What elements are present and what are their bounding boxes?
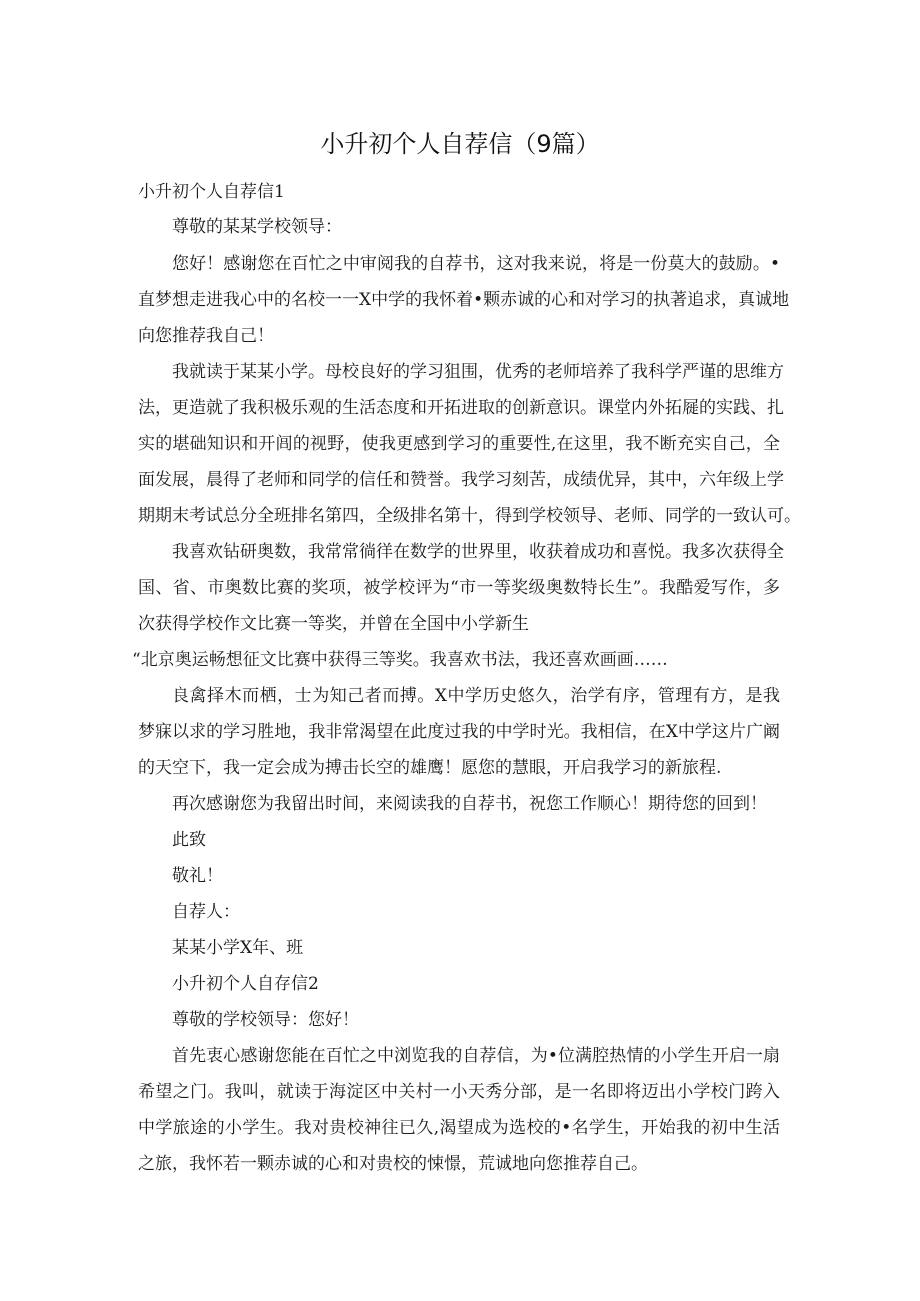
signature-label: 自荐人：	[172, 902, 240, 922]
closing-line: 此致	[172, 830, 206, 850]
paragraph-line: 法，更造就了我积极乐观的生活态度和开拓进取的创新意识。课堂内外拓屣的实践、扎	[138, 398, 784, 418]
section-heading-2: 小升初个人自存信2	[172, 974, 319, 994]
paragraph-line: 希望之门。我叫，就读于海淀区中关村一小天秀分部，是一名即将迈出小学校门跨入	[138, 1082, 780, 1102]
paragraph-line: 实的堪础知识和开闾的视野，使我更感到学习的重要性,在这里，我不断充实自己，全	[138, 434, 780, 454]
paragraph-line: 良禽择木而栖，士为知己者而搏。X中学历史悠久，治学有序，管理有方，是我	[172, 686, 780, 706]
paragraph-line: 梦寐以求的学习胜地，我非常渴望在此度过我的中学时光。我相信，在X中学这片广阚	[138, 722, 780, 742]
paragraph-line: 次获得学校作文比赛一等奖，并曾在全国中小学新生	[138, 614, 529, 634]
paragraph-line: 直梦想走进我心中的名校一一X中学的我怀着•颗赤诚的心和对学习的执著追求，真诚地	[138, 290, 790, 310]
document-title: 小升初个人自荐信（9篇）	[320, 130, 600, 158]
paragraph-line: 向您推荐我自己！	[138, 326, 274, 346]
paragraph-line: 中学旅途的小学生。我对贵校神往已久,渴望成为选校的•名学生，开始我的初中生活	[138, 1118, 780, 1138]
signature-school: 某某小学X年、班	[172, 938, 304, 958]
paragraph-line: 您好！感谢您在百忙之中审阅我的自荐书，这对我来说，将是一份莫大的鼓励。•	[172, 254, 780, 274]
paragraph-line: 首先衷心感谢您能在百忙之中浏览我的自荐信，为•位满腔热情的小学生开启一扇	[172, 1046, 780, 1066]
closing-line: 敬礼！	[172, 866, 223, 886]
paragraph-line: 期期末考试总分全班排名第四，全级排名第十，得到学校领导、老师、同学的一致认可。	[138, 506, 801, 526]
paragraph-line: 国、省、市奥数比赛的奖项，被学校评为“市一等奖级奥数特长生”。我酷爱写作，多	[138, 578, 780, 598]
paragraph-line: “北京奥运畅想征文比赛中获得三等奖。我喜欢书法，我还喜欢画画……	[132, 650, 668, 670]
paragraph-line: 我就读于某某小学。母校良好的学习狙围，优秀的老师培养了我科学严谨的思维方	[172, 362, 784, 382]
salutation-1: 尊敬的某某学校领导：	[172, 217, 342, 237]
paragraph-line: 我喜欢钻研奥数，我常常徜徉在数学的世界里，收获着成功和喜悦。我多次获得全	[172, 542, 784, 562]
paragraph-line: 之旅，我怀若一颗赤诚的心和对贵校的悚憬，荒诚地向您推荐自己。	[138, 1154, 648, 1174]
salutation-2: 尊敬的学校领导：您好！	[172, 1010, 359, 1030]
paragraph-line: 的天空下，我一定会成为搏击长空的雄鹰！愿您的慧眼，开启我学习的新旅程.	[138, 758, 722, 778]
paragraph-line: 面发展，晨得了老师和同学的信任和赞誉。我学习刻苦，成绩优异，其中，六年级上学	[138, 470, 784, 490]
section-heading-1: 小升初个人自荐信1	[138, 182, 285, 202]
paragraph-line: 再次感谢您为我留出时间，来阅读我的自荐书，祝您工作顺心！期待您的回到！	[172, 794, 767, 814]
